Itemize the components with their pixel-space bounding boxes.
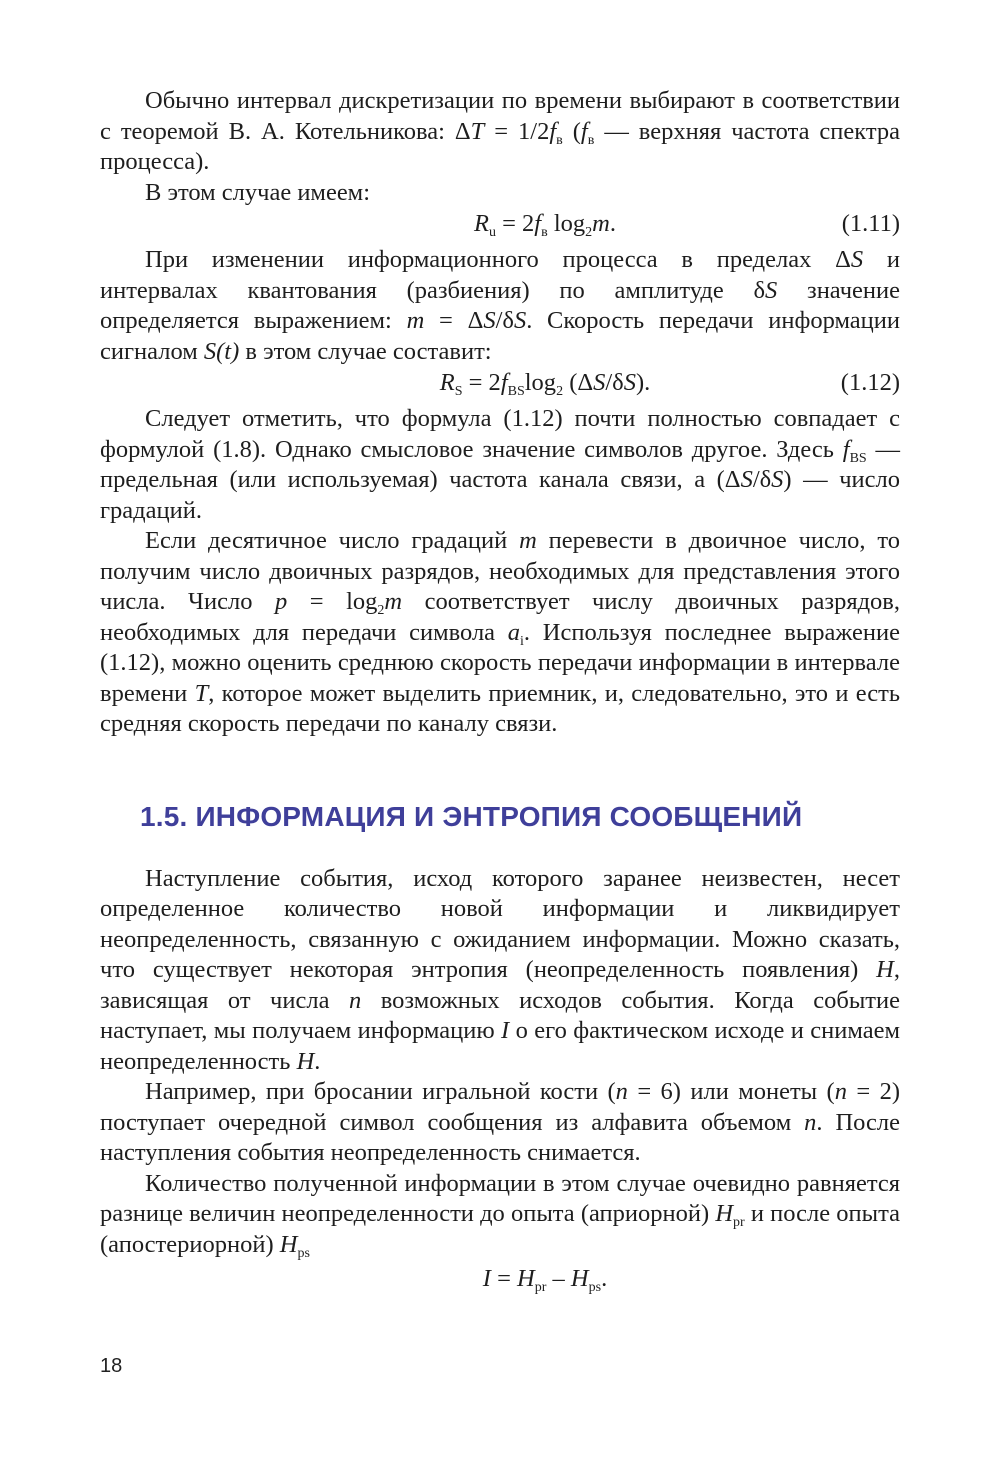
text-run: — предельная (или используемая) частота канала связи, а (Δ: [100, 435, 901, 493]
text-run: , зависящая от числа: [100, 956, 900, 1014]
italic-symbol: n: [615, 1078, 628, 1105]
text-run: /δ: [605, 369, 624, 396]
equation-body: [350, 368, 651, 399]
italic-symbol: S: [483, 307, 496, 334]
subscript: BS: [849, 450, 867, 466]
italic-symbol: n: [834, 1078, 847, 1105]
paragraph: [100, 178, 900, 209]
text-run: . После наступления события неопределенность снимается.: [100, 1108, 900, 1166]
text-run: значение определяется выражением:: [100, 276, 900, 334]
italic-symbol: I: [482, 1265, 491, 1292]
subscript: pr: [733, 1215, 745, 1230]
italic-symbol: m: [592, 210, 610, 237]
subscript: 2: [377, 603, 385, 618]
subscript: в: [541, 225, 548, 240]
italic-symbol: T: [194, 679, 209, 707]
subscript: ps: [297, 1245, 310, 1261]
text-run: = 1/2: [484, 117, 550, 145]
text-run: = 2: [462, 369, 501, 396]
italic-symbol: I: [501, 1017, 510, 1044]
text-run: и после опыта (апостериорной): [100, 1200, 900, 1258]
italic-symbol: f: [534, 210, 542, 237]
italic-symbol: H: [570, 1265, 589, 1292]
italic-symbol: R: [474, 210, 489, 237]
paragraph: [100, 245, 900, 367]
text-run: Обычно интервал дискретизации по времени выбирают в соответствии с теоремой В. А. Котельникова: Δ: [100, 87, 900, 145]
subscript: S: [454, 384, 463, 399]
italic-symbol: a: [507, 618, 521, 646]
italic-symbol: n: [348, 986, 362, 1014]
text-run: log: [547, 210, 586, 237]
subscript: 2: [556, 384, 564, 399]
text-run: /δ: [752, 466, 772, 493]
paragraph: [100, 1077, 900, 1169]
italic-symbol: m: [406, 307, 425, 334]
text-run: о его фактическом исходе и снимаем неопределенность: [100, 1017, 900, 1075]
paragraph: [100, 864, 900, 1078]
text-run: , которое может выделить приемник, и, следовательно, это и есть средняя скорость передачи по каналу связи.: [100, 679, 900, 737]
equation-1-12: [100, 368, 900, 402]
subscript: в: [556, 132, 563, 148]
subscript: u: [488, 225, 496, 240]
italic-symbol: f: [842, 435, 850, 463]
text-run: –: [546, 1265, 571, 1292]
section-heading: 1.5. ИНФОРМАЦИЯ И ЭНТРОПИЯ СООБЩЕНИЙ: [140, 800, 803, 832]
italic-symbol: S: [765, 276, 778, 304]
italic-symbol: S: [771, 466, 784, 493]
text-run: ).: [635, 369, 651, 396]
italic-symbol: S: [623, 369, 636, 396]
text-run: . Используя последнее выражение (1.12), можно оценить среднюю скорость передачи информации в интервале времени: [100, 618, 900, 707]
italic-symbol: f: [580, 117, 588, 145]
page-body: [100, 86, 900, 1300]
text-run: перевести в двоичное число, то получим число двоичных разрядов, необходимых для представления этого числа. Число: [100, 527, 901, 615]
italic-symbol: f: [500, 369, 508, 396]
text-run: (Δ: [563, 369, 594, 396]
italic-symbol: R: [439, 369, 455, 396]
text-run: log: [524, 369, 557, 396]
italic-symbol: H: [279, 1230, 298, 1258]
text-run: = Δ: [424, 307, 484, 334]
italic-symbol: m: [519, 527, 537, 554]
text-run: .: [314, 1047, 321, 1075]
italic-symbol: H: [517, 1265, 535, 1292]
italic-symbol: S: [850, 246, 864, 273]
text-run: Количество полученной информации в этом случае очевидно равняется разнице величин неопределенности до опыта (априорной): [100, 1169, 900, 1227]
text-run: и интервалах квантования (разбиения) по амплитуде δ: [100, 246, 900, 304]
italic-symbol: S(t): [203, 337, 240, 365]
text-run: — верхняя частота спектра процесса).: [100, 117, 900, 175]
paragraph: [100, 404, 900, 526]
text-run: = 2: [495, 210, 535, 237]
italic-symbol: n: [804, 1108, 817, 1136]
text-run: .: [609, 210, 616, 237]
text-run: =: [490, 1265, 518, 1292]
text-run: соответствует числу двоичных разрядов, необходимых для передачи символа: [100, 588, 901, 646]
paragraph: [100, 86, 900, 178]
italic-symbol: S: [593, 369, 606, 396]
equation-information: [100, 1264, 900, 1298]
text-run: Если десятичное число градаций: [145, 527, 520, 554]
equation-body: [384, 209, 616, 240]
subscript: pr: [534, 1280, 547, 1295]
text-run: Следует отметить, что формула (1.12) почти полностью совпадает с формулой (1.8). Однако смысловое значение символов другое. Здесь: [100, 405, 900, 463]
text-run: в этом случае составит:: [239, 337, 492, 365]
subscript: i: [520, 633, 524, 649]
text-run: = 2) поступает очередной символ сообщения из алфавита объемом: [100, 1078, 900, 1136]
text-run: = 6) или монеты (: [627, 1078, 835, 1105]
italic-symbol: H: [296, 1047, 315, 1075]
page-number: 18: [100, 1355, 123, 1377]
italic-symbol: p: [274, 588, 288, 615]
subscript: 2: [585, 225, 593, 240]
italic-symbol: T: [470, 117, 485, 145]
text-run: .: [601, 1265, 608, 1292]
equation-number: (1.12): [840, 369, 900, 396]
text-run: Наступление события, исход которого заранее неизвестен, несет определенное количество новой информации и ликвидирует неопределенность, связанную с ожиданием информации. Можно сказать, что существует некоторая энтропия (неопределенность появления): [100, 864, 900, 983]
text-run: ) — число градаций.: [100, 466, 900, 524]
paragraph: [100, 1169, 900, 1261]
italic-symbol: S: [740, 466, 753, 493]
text-run: При изменении информационного процесса в пределах Δ: [145, 246, 851, 273]
text-run: . Скорость передачи информации сигналом: [100, 307, 901, 365]
text-run: Например, при бросании игральной кости (: [145, 1078, 616, 1105]
equation-1-11: [100, 209, 900, 243]
text-run: /δ: [495, 307, 514, 334]
italic-symbol: f: [549, 117, 557, 145]
equation-number: (1.11): [841, 210, 900, 237]
italic-symbol: H: [876, 956, 894, 983]
text-run: возможных исходов события. Когда событие наступает, мы получаем информацию: [100, 986, 900, 1044]
text-run: (: [562, 117, 581, 145]
subscript: в: [587, 132, 595, 148]
equation-body: [393, 1264, 607, 1295]
paragraph: [100, 526, 900, 740]
subscript: ps: [588, 1280, 602, 1295]
italic-symbol: H: [715, 1200, 734, 1227]
italic-symbol: m: [384, 588, 403, 615]
italic-symbol: S: [513, 307, 527, 334]
subscript: BS: [507, 384, 525, 399]
text-run: = log: [287, 588, 378, 615]
text-run: В этом случае имеем:: [145, 178, 370, 206]
